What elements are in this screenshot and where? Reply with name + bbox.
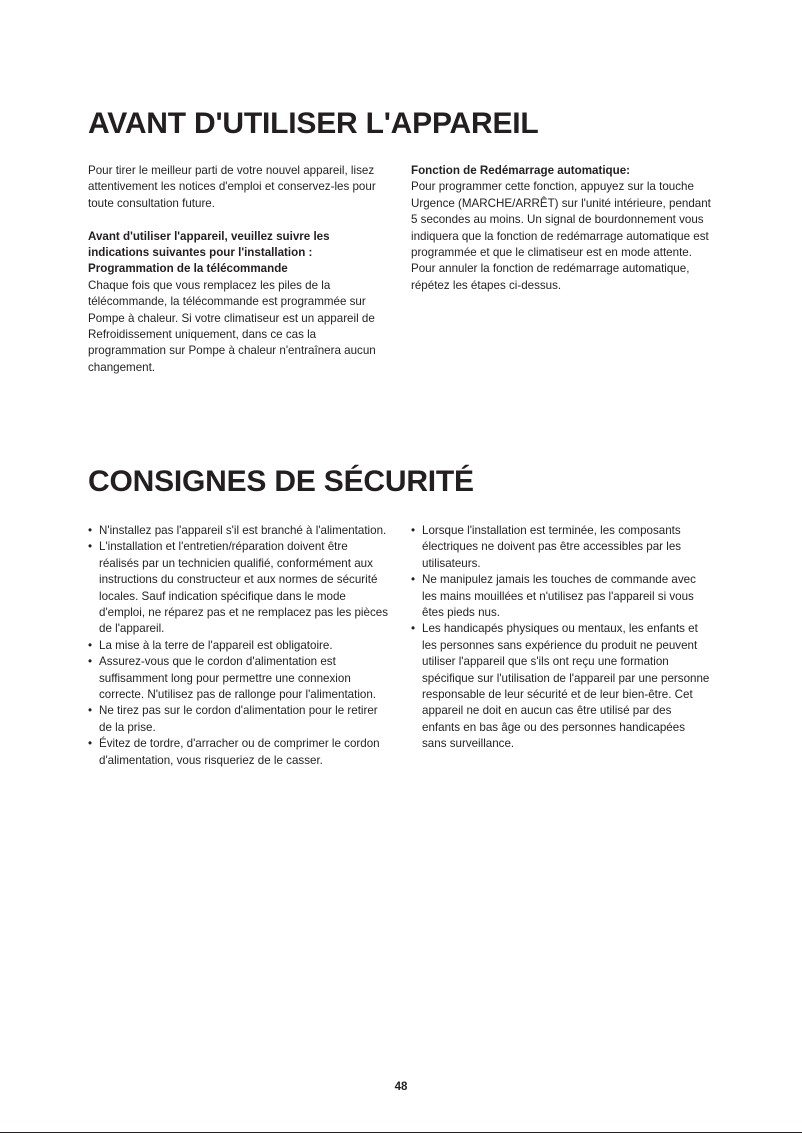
list-item bbox=[88, 654, 388, 703]
section-heading-consignes-de-securite-wrapper bbox=[88, 466, 474, 498]
section-heading-avant-dutiliser: AVANT D'UTILISER L'APPAREIL bbox=[88, 107, 539, 140]
list-item bbox=[88, 539, 388, 637]
list-item-text: N'installez pas l'appareil s'il est branché à l'alimentation. bbox=[99, 524, 387, 537]
list-item bbox=[88, 736, 388, 769]
list-item bbox=[411, 523, 711, 572]
section-heading-consignes-de-securite: CONSIGNES DE SÉCURITÉ bbox=[88, 465, 474, 498]
bullet-dot-icon: • bbox=[88, 737, 93, 751]
intro-right-column bbox=[411, 163, 711, 376]
safety-left-column bbox=[88, 523, 388, 769]
intro-paragraph: Fonction de Redémarrage automatique: bbox=[411, 164, 631, 177]
intro-paragraph: Chaque fois que vous remplacez les piles de la télécommande, la télécommande est programmée sur Pompe à chaleur. Si votre climatiseur est un appareil de Refroidissement uniquement, dans ce cas la programmation sur Pompe à chaleur n'entraînera aucun changement. bbox=[88, 278, 376, 374]
list-item bbox=[88, 703, 388, 736]
intro-paragraph: Pour tirer le meilleur parti de votre nouvel appareil, lisez attentivement les notices d'emploi et conservez-les pour toute consultation future. bbox=[88, 164, 376, 210]
list-item-text: L'installation et l'entretien/réparation doivent être réalisés par un technicien qualifié, conformément aux instructions du constructeur et aux normes de sécurité locales. Sauf indication spécifique dans le mode d'emploi, ne réparez pas et ne remplacez pas les pièces de l'appareil. bbox=[99, 540, 388, 636]
list-item-text: Lorsque l'installation est terminée, les composants électriques ne doivent pas être accessibles par les utilisateurs. bbox=[422, 524, 682, 570]
intro-left-column bbox=[88, 163, 388, 376]
bullet-dot-icon: • bbox=[88, 540, 93, 554]
bullet-dot-icon: • bbox=[411, 524, 416, 537]
bullet-dot-icon: • bbox=[88, 704, 93, 718]
list-item-text: Les handicapés physiques ou mentaux, les enfants et les personnes sans expérience du produit ne peuvent utiliser l'appareil que s'ils ont reçu une formation spécifique sur l'utilisation de l'appareil par une personne responsable de leur sécurité et de leur bien-être. Cet appareil ne doit en aucun cas être utilisé par des enfants en bas âge ou des personnes handicapées sans surveillance. bbox=[422, 622, 710, 751]
section-heading-avant-dutiliser-wrapper bbox=[88, 108, 539, 140]
list-item-text: Assurez-vous que le cordon d'alimentation est suffisamment long pour permettre une connexion correcte. N'utilisez pas de rallonge pour l'alimentation. bbox=[99, 655, 377, 702]
page-number: 48 bbox=[394, 1081, 408, 1093]
safety-bullet-list-right bbox=[411, 523, 711, 753]
intro-paragraph: Pour annuler la fonction de redémarrage automatique, répétez les étapes ci-dessus. bbox=[411, 262, 690, 292]
safety-bullet-list-left bbox=[88, 523, 388, 769]
intro-columns bbox=[88, 163, 728, 376]
list-item bbox=[411, 621, 711, 752]
bullet-dot-icon: • bbox=[411, 573, 416, 587]
list-item bbox=[88, 638, 388, 654]
list-item-text: La mise à la terre de l'appareil est obligatoire. bbox=[99, 638, 333, 652]
list-item-text: Évitez de tordre, d'arracher ou de comprimer le cordon d'alimentation, vous risqueriez de le casser. bbox=[99, 737, 380, 767]
intro-paragraph: Pour programmer cette fonction, appuyez sur la touche Urgence (MARCHE/ARRÊT) sur l'unité intérieure, pendant 5 secondes au moins. Un signal de bourdonnement vous indiquera que la fonction de redémarrage automatique est programmée et que le climatiseur est en mode attente. bbox=[411, 180, 711, 260]
intro-paragraph: Avant d'utiliser l'appareil, veuillez suivre les indications suivantes pour l'installation : Programmation de la télécommande bbox=[88, 229, 330, 276]
bullet-dot-icon: • bbox=[411, 622, 416, 636]
list-item bbox=[88, 523, 388, 539]
list-item-text: Ne manipulez jamais les touches de commande avec les mains mouillées et n'utilisez pas l'appareil si vous êtes pieds nus. bbox=[422, 573, 696, 620]
bullet-dot-icon: • bbox=[88, 638, 93, 652]
safety-columns bbox=[88, 523, 728, 769]
list-item bbox=[411, 572, 711, 621]
list-item-text: Ne tirez pas sur le cordon d'alimentation pour le retirer de la prise. bbox=[99, 704, 378, 734]
safety-right-column bbox=[411, 523, 711, 769]
bullet-dot-icon: • bbox=[88, 524, 93, 537]
bullet-dot-icon: • bbox=[88, 655, 93, 669]
